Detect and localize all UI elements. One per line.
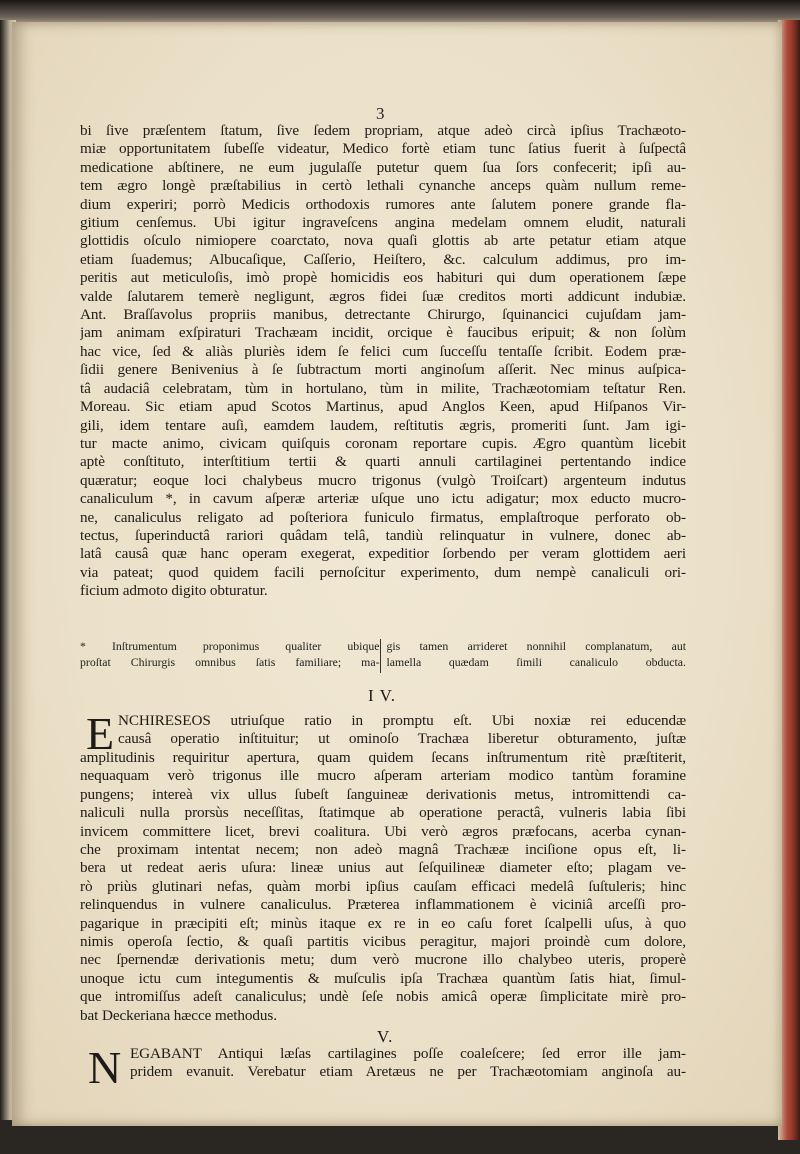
footnotes — [80, 639, 686, 673]
text-line: ficium admoto digito obturatur. — [80, 582, 268, 600]
text-line: ſidii genere Benivenius à ſe ſubtractum morti anginoſum aſſerit. Nec minus auſpica- — [80, 361, 686, 379]
text-line: hac vice, ſed & aliàs pluriès idem ſe felici cum ſucceſſu tentaſſe ſcribit. Eodem præ- — [80, 342, 686, 360]
main-paragraph — [80, 122, 686, 601]
text-line: tem ægro longè præſtabilius in certò lethali cynanche anceps quàm nullum reme- — [80, 177, 686, 195]
text-line: jam animam exſpiraturi Trachæam incidit, orcique è faucibus eripuit; & non ſolùm — [80, 324, 686, 342]
text-line: bat Deckeriana hæcce methodus. — [80, 1006, 277, 1024]
text-line: pungens; intereà vix ullus ſubeſt ſanguineæ derivationis metus, intromittendi ca- — [80, 785, 686, 803]
text-line: amplitudinis requiritur apertura, quam quidem ſecans inſtrumentum ritè præſtiterit, — [80, 749, 686, 766]
text-line: miæ opportunitatem ſubeſſe videatur, Medico fortè etiam tunc ſatius fuerit à ſuſpectâ — [80, 140, 686, 158]
footnote-line: gis tamen arrideret nonnihil complanatum, aut — [386, 639, 686, 653]
text-line: etiam ſuademus; Albucaſique, Caſſerio, Heiſtero, &c. calculum addimus, pro im- — [80, 250, 686, 268]
text-line: naliculi nulla prorsùs neceſſitas, ſtatimque ab operatione peractâ, vulneris labia ſibi — [80, 804, 686, 822]
text-line: tur macte animo, civicam quiſquis coronam reportare cupis. Ægro quantùm licebit — [80, 434, 686, 452]
section-iv-paragraph — [80, 749, 686, 1025]
text-line: pagarique in præcipiti eſt; minùs itaque ex re in eo caſu foret ſcalpelli uſus, à quo — [80, 914, 686, 932]
text-line: nequaquam verò trigonus ille mucro aſperam arteriam modico tantùm foramine — [80, 767, 686, 785]
section-v-drop-cap: N — [88, 1042, 122, 1093]
text-line: peritis aut meticuloſis, imò propè homicidis eos habituri qui dum operationem ſæpe — [80, 269, 686, 287]
text-line: valde ſalutarem temerè negligunt, ægros fidei ſuæ creditos morti addicunt indubiæ. — [80, 287, 686, 305]
text-line: pridem evanuit. Verebatur etiam Aretæus ne per Trachæotomiam anginoſa au- — [130, 1063, 686, 1081]
text-line: causâ operatio inſtituitur; ut ominoſo Trachæa liberetur obturamento, juſtæ — [118, 730, 686, 748]
section-iv-drop-cap: E — [86, 708, 115, 759]
section-iv-heading: I V. — [368, 686, 396, 705]
text-line: tâ audaciâ celebratam, tùm in hortulano, tùm in milite, Trachæotomiam teſtatur Ren. — [80, 379, 686, 397]
section-iv-opening — [118, 712, 686, 749]
footnote-left — [80, 639, 380, 673]
text-line: rò priùs glutinari nefas, quàm morbi ipſius cauſam efficaci medelâ ſuſtuleris; hinc — [80, 877, 686, 895]
text-line: relinquendus in vulnere canaliculus. Præterea inflammationem è viciniâ arceſſi pro- — [80, 896, 686, 914]
text-line: via pateat; quod quidem facili pernoſcitur experimento, dum nempè canaliculi ori- — [80, 563, 686, 581]
text-line: nec ſpernendæ derivationis metu; dum verò mucrone illo chalybeo uteris, properè — [80, 951, 686, 969]
text-line: Ant. Braſſavolus propriis manibus, detrectante Chirurgo, ſquinancici cujuſdam jam- — [80, 306, 686, 324]
text-line: gitium cenſemus. Ubi igitur ingraveſcens angina medelam omnem eludit, naturali — [80, 214, 686, 232]
text-line: tectus, ſuperinductâ rariori quâdam telâ, tandiù relinquatur in vulnere, donec ab- — [80, 526, 686, 544]
text-line: nimis operoſa ſectio, & quaſi partitis vicibus peragitur, majori proindè cum dolore, — [80, 933, 686, 951]
footnote-line: lamella quædam ſimili canaliculo obducta. — [386, 654, 686, 669]
text-line: ne, canaliculus religato ad poſteriora funiculo firmatus, emplaſtroque perforato ob- — [80, 508, 686, 526]
scan-top-edge — [0, 0, 800, 24]
page-number: 3 — [376, 104, 385, 123]
text-line: que intromiſſus adeſt canaliculus; undè ſeſe nobis amicâ operæ ſimplicitate mirè pro- — [80, 988, 686, 1006]
text-line: Moreau. Sic etiam apud Scotos Martinus, apud Anglos Keen, apud Hiſpanos Vir- — [80, 398, 686, 416]
text-line: bera ut redeat aeris uſura: lineæ unius aut ſeſquilineæ diameter eſto; plagam ve- — [80, 859, 686, 877]
text-line: aptè conſtituto, interſtitium tertii & quarti annuli cartilaginei pertentando indice — [80, 453, 686, 471]
section-v-heading: V. — [377, 1027, 394, 1046]
text-line: medicatione abſtinere, ne eum jugulaſſe putetur quem ſua ſors confecerit; ipſi au- — [80, 158, 686, 176]
text-line: latâ causâ quæ hanc operam exegerat, expeditior ſorbendo per veram glottidem aeri — [80, 545, 686, 563]
text-line: EGABANT Antiqui læſas cartilagines poſſe coaleſcere; ſed error ille jam- — [130, 1045, 686, 1062]
text-line: dium experiri; porrò Medicis orthodoxis rumores ante ſalutem ponere grande fla- — [80, 195, 686, 213]
text-line: glottidis oſculo nimiopere coarctato, nova quaſi glottis ab arte petatur etiam atque — [80, 232, 686, 250]
footnote-line: proſtat Chirurgis omnibus ſatis familiare; ma- — [80, 654, 380, 669]
text-line: bi ſive præſentem ſtatum, ſive ſedem propriam, atque adeò circà ipſius Trachæoto- — [80, 122, 686, 139]
section-v-paragraph — [130, 1045, 686, 1082]
book-page — [12, 22, 782, 1126]
text-line: NCHIRESEOS utriuſque ratio in promptu eſt. Ubi noxiæ rei educendæ — [118, 712, 686, 729]
text-line: che proximam intentat necem; non adeò magnâ Trachææ inciſione opus eſt, li- — [80, 841, 686, 859]
footnote-line: * Inſtrumentum proponimus qualiter ubique — [80, 639, 380, 653]
text-line: gili, idem tentare auſi, eamdem laudem, reſtitutis ægris, promeriti ſunt. Jam igi- — [80, 416, 686, 434]
footnote-right — [380, 639, 687, 673]
text-line: unoque ictu cum integumentis & muſculis ipſa Trachæa quantùm ſatis hiat, ſimul- — [80, 969, 686, 987]
text-line: canaliculum *, in cavum aſperæ arteriæ uſque uno ictu adigatur; mox educto mucro- — [80, 490, 686, 508]
text-line: invicem committere licet, brevi coalitura. Ubi verò ægros præfocans, acerba cynan- — [80, 822, 686, 840]
text-line: quæratur; eoque loci chalybeus mucro trigonus (vulgò Troiſcart) argenteum indutus — [80, 471, 686, 489]
